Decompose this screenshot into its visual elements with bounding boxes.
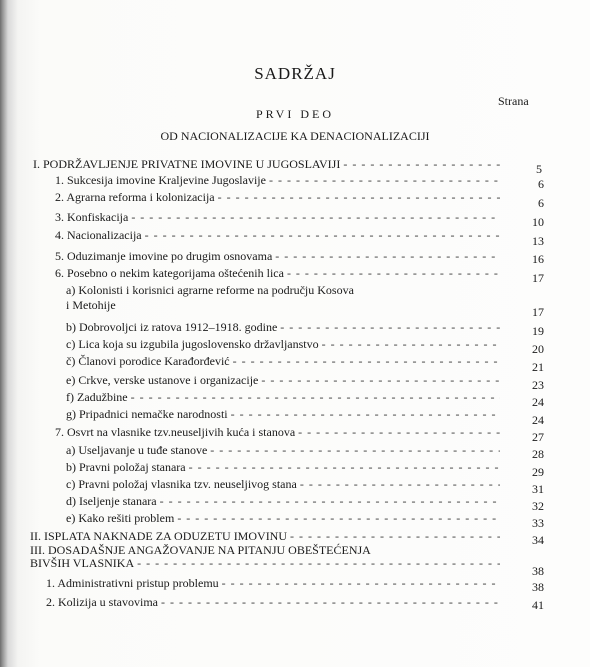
toc-entry-label: 4. Nacionalizacija bbox=[55, 228, 142, 242]
toc-entry bbox=[66, 443, 503, 457]
leader-dots bbox=[322, 337, 500, 351]
toc-entry-page: 38 bbox=[532, 580, 544, 594]
toc-entry-label: i Metohije bbox=[66, 298, 116, 312]
toc-entry bbox=[55, 190, 503, 204]
toc-entry-label: I. PODRŽAVLJENJE PRIVATNE IMOVINE U JUGOSLAVIJI bbox=[33, 157, 341, 171]
toc-entry-page: 24 bbox=[532, 395, 544, 409]
toc-entry-label: f) Zadužbine bbox=[66, 390, 128, 404]
leader-dots bbox=[145, 228, 500, 242]
toc-entry-label: BIVŠIH VLASNIKA bbox=[30, 556, 135, 570]
toc-entry-label: b) Dobrovoljci iz ratova 1912–1918. godine bbox=[66, 320, 278, 334]
leader-dots bbox=[275, 249, 500, 263]
toc-entry-page: 29 bbox=[532, 465, 544, 479]
leader-dots bbox=[177, 511, 500, 525]
toc-entry-page: 16 bbox=[532, 252, 544, 266]
toc-entry-page: 13 bbox=[532, 234, 544, 248]
toc-entry-label: a) Useljavanje u tuđe stanove bbox=[66, 443, 208, 457]
leader-dots bbox=[261, 373, 500, 387]
page-title: SADRŽAJ bbox=[254, 64, 336, 83]
toc-entry-label: 5. Oduzimanje imovine po drugim osnovama bbox=[55, 249, 273, 263]
leader-dots bbox=[189, 460, 500, 474]
toc-entry bbox=[46, 595, 503, 609]
leader-dots bbox=[160, 494, 500, 508]
toc-entry bbox=[55, 425, 503, 439]
toc-entry-label: č) Članovi porodice Karađorđević bbox=[66, 354, 230, 368]
toc-entry-label-line1: a) Kolonisti i korisnici agrarne reforme na području Kosova bbox=[66, 283, 354, 297]
leader-dots bbox=[300, 477, 500, 491]
page-column-label: Strana bbox=[498, 94, 529, 108]
leader-dots bbox=[280, 320, 500, 334]
part-subtitle: OD NACIONALIZACIJE KA DENACIONALIZACIJI bbox=[160, 129, 430, 143]
toc-entry bbox=[66, 460, 503, 474]
toc-entry bbox=[66, 298, 503, 312]
leader-dots bbox=[298, 425, 500, 439]
toc-entry-page: 33 bbox=[532, 516, 544, 530]
toc-entry-page: 27 bbox=[532, 430, 544, 444]
toc-entry-label: 1. Administrativni pristup problemu bbox=[46, 576, 219, 590]
toc-entry bbox=[33, 157, 503, 171]
toc-entry-page: 28 bbox=[532, 447, 544, 461]
leader-dots bbox=[210, 443, 500, 457]
toc-entry-label: c) Lica koja su izgubila jugoslovensko državljanstvo bbox=[66, 337, 319, 351]
toc-entry-page: 5 bbox=[536, 162, 542, 176]
toc-entry-page: 32 bbox=[532, 499, 544, 513]
toc-entry-page: 24 bbox=[532, 413, 544, 427]
toc-entry-label: 7. Osvrt na vlasnike tzv.neuseljivih kuća i stanova bbox=[55, 425, 296, 439]
toc-entry-page: 6 bbox=[538, 177, 544, 191]
toc-entry-label: d) Iseljenje stanara bbox=[66, 494, 157, 508]
leader-dots bbox=[137, 556, 500, 570]
toc-entry bbox=[55, 249, 503, 263]
toc-entry-page: 17 bbox=[532, 305, 544, 319]
toc-entry bbox=[55, 228, 503, 242]
leader-dots bbox=[233, 354, 500, 368]
toc-entry-page: 10 bbox=[532, 215, 544, 229]
toc-entry-page: 21 bbox=[532, 360, 544, 374]
toc-entry-page: 19 bbox=[532, 324, 544, 338]
leader-dots bbox=[269, 173, 500, 187]
toc-entry bbox=[66, 373, 503, 387]
toc-entry bbox=[66, 320, 503, 334]
toc-entry bbox=[66, 494, 503, 508]
toc-entry-page: 34 bbox=[532, 533, 544, 547]
toc-entry-page: 6 bbox=[538, 196, 544, 210]
toc-entry-label: 2. Kolizija u stavovima bbox=[46, 595, 158, 609]
toc-entry bbox=[55, 173, 503, 187]
toc-entry-page: 31 bbox=[532, 482, 544, 496]
toc-entry bbox=[66, 337, 503, 351]
toc-entry-label: b) Pravni položaj stanara bbox=[66, 460, 186, 474]
leader-dots bbox=[161, 595, 500, 609]
toc-entry bbox=[55, 266, 503, 280]
toc-entry bbox=[30, 556, 503, 570]
toc-entry-label: 3. Konfiskacija bbox=[55, 210, 129, 224]
part-heading: PRVI DEO bbox=[255, 107, 335, 121]
toc-entry-label: e) Kako rešiti problem bbox=[66, 511, 175, 525]
toc-entry-label: e) Crkve, verske ustanove i organizacije bbox=[66, 373, 259, 387]
toc-entry-label: 2. Agrarna reforma i kolonizacija bbox=[55, 190, 215, 204]
leader-dots bbox=[222, 576, 500, 590]
toc-entry bbox=[55, 210, 503, 224]
toc-entry bbox=[46, 576, 503, 590]
toc-entry bbox=[66, 407, 503, 421]
toc-entry-label-line1: III. DOSADAŠNJE ANGAŽOVANJE NA PITANJU OBEŠTEĆENJA bbox=[30, 543, 371, 557]
leader-dots bbox=[131, 210, 500, 224]
toc-entry-label: g) Pripadnici nemačke narodnosti bbox=[66, 407, 228, 421]
toc-entry-page: 23 bbox=[532, 378, 544, 392]
toc-entry-label: 1. Sukcesija imovine Kraljevine Jugoslavije bbox=[55, 173, 266, 187]
leader-dots bbox=[231, 407, 500, 421]
toc-entry bbox=[30, 529, 503, 543]
toc-entry bbox=[66, 354, 503, 368]
leader-dots bbox=[290, 529, 500, 543]
leader-dots bbox=[218, 190, 500, 204]
toc-entry bbox=[66, 511, 503, 525]
toc-entry-label: 6. Posebno o nekim kategorijama oštećenih lica bbox=[55, 266, 284, 280]
leader-dots bbox=[343, 157, 500, 171]
leader-dots bbox=[131, 390, 500, 404]
toc-entry-label: II. ISPLATA NAKNADE ZA ODUZETU IMOVINU bbox=[30, 529, 288, 543]
toc-entry-page: 20 bbox=[532, 342, 544, 356]
toc-entry-page: 38 bbox=[532, 564, 544, 578]
toc-entry-page: 41 bbox=[532, 598, 544, 612]
toc-entry-label: c) Pravni položaj vlasnika tzv. neuseljivog stana bbox=[66, 477, 297, 491]
toc-entry bbox=[66, 390, 503, 404]
toc-entry bbox=[66, 477, 503, 491]
leader-dots bbox=[287, 266, 500, 280]
toc-entry-page: 17 bbox=[532, 271, 544, 285]
